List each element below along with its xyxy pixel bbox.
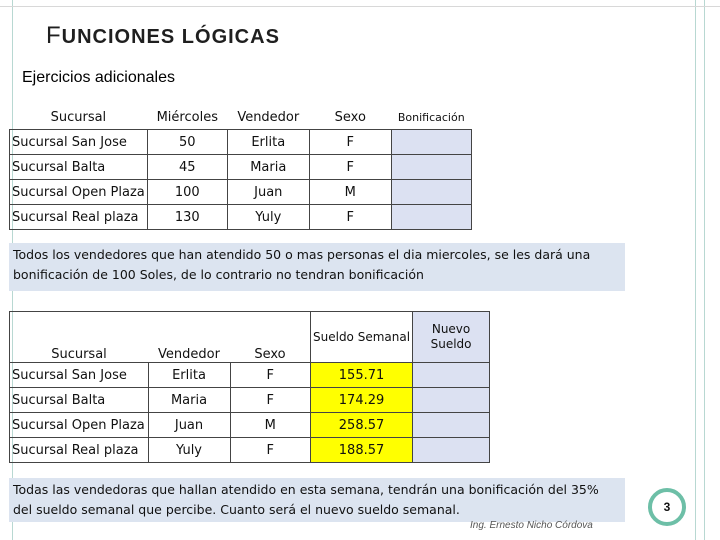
cell-sueldo: 188.57 [311, 438, 413, 463]
cell-vendedor: Yuly [227, 205, 309, 230]
page-title [46, 22, 280, 50]
cell-sexo: F [230, 438, 311, 463]
cell-sucursal: Sucursal Balta [10, 388, 149, 413]
cell-nuevo-sueldo[interactable] [413, 438, 490, 463]
cell-sexo: M [230, 413, 311, 438]
cell-sueldo: 174.29 [311, 388, 413, 413]
cell-sucursal: Sucursal San Jose [10, 130, 148, 155]
header-vendedor [148, 312, 230, 363]
table-row [10, 438, 490, 463]
cell-bonificacion[interactable] [391, 180, 471, 205]
bonus-table [9, 105, 472, 230]
table-row [10, 413, 490, 438]
header-vendedor-text: Vendedor [158, 347, 220, 362]
header-sueldo-semanal: Sueldo Semanal [311, 312, 413, 363]
header-miercoles: Miércoles [156, 109, 218, 125]
cell-miercoles: 50 [147, 130, 227, 155]
cell-nuevo-sueldo[interactable] [413, 388, 490, 413]
cell-vendedor: Maria [227, 155, 309, 180]
cell-nuevo-sueldo[interactable] [413, 413, 490, 438]
cell-sucursal: Sucursal Open Plaza [10, 413, 149, 438]
table-row [10, 130, 472, 155]
header-sexo: Sexo [334, 109, 366, 125]
cell-sexo: F [309, 205, 391, 230]
cell-miercoles: 100 [147, 180, 227, 205]
cell-sucursal: Sucursal San Jose [10, 363, 149, 388]
cell-bonificacion[interactable] [391, 130, 471, 155]
header-nuevo-sueldo: Nuevo Sueldo [413, 312, 490, 363]
table-row [10, 155, 472, 180]
header-sucursal [10, 312, 149, 363]
cell-bonificacion[interactable] [391, 205, 471, 230]
table-row [10, 180, 472, 205]
header-bonificacion: Bonificación [397, 110, 465, 124]
instruction-note-1: Todos los vendedores que han atendido 50 o mas personas el dia miercoles, se les dará una bonificación de 100 Soles, de lo contrario no tendran bonificación [9, 243, 625, 291]
salary-table [9, 311, 490, 463]
header-sexo [230, 312, 311, 363]
header-sucursal-text: Sucursal [51, 347, 107, 362]
frame-line-right-inner [695, 0, 696, 540]
cell-vendedor: Maria [148, 388, 230, 413]
cell-bonificacion[interactable] [391, 155, 471, 180]
cell-sexo: F [309, 130, 391, 155]
cell-vendedor: Erlita [148, 363, 230, 388]
cell-sueldo: 155.71 [311, 363, 413, 388]
cell-vendedor: Yuly [148, 438, 230, 463]
table-row [10, 205, 472, 230]
cell-sucursal: Sucursal Open Plaza [10, 180, 148, 205]
frame-line-top [0, 6, 720, 7]
cell-sexo: F [230, 388, 311, 413]
cell-vendedor: Juan [148, 413, 230, 438]
cell-vendedor: Juan [227, 180, 309, 205]
table-header-row [10, 105, 472, 130]
page-number-badge: 3 [648, 488, 686, 526]
cell-sexo: F [230, 363, 311, 388]
cell-sucursal: Sucursal Balta [10, 155, 148, 180]
header-sucursal: Sucursal [50, 109, 107, 125]
table-row [10, 363, 490, 388]
title-initial: F [46, 22, 62, 49]
cell-miercoles: 130 [147, 205, 227, 230]
frame-line-right-outer [704, 0, 705, 540]
section-subtitle: Ejercicios adicionales [22, 69, 175, 86]
author-footer: Ing. Ernesto Nicho Córdova [470, 520, 593, 531]
title-rest: UNCIONES LÓGICAS [61, 26, 280, 48]
cell-sucursal: Sucursal Real plaza [10, 205, 148, 230]
cell-sexo: F [309, 155, 391, 180]
cell-sueldo: 258.57 [311, 413, 413, 438]
cell-vendedor: Erlita [227, 130, 309, 155]
cell-sucursal: Sucursal Real plaza [10, 438, 149, 463]
cell-miercoles: 45 [147, 155, 227, 180]
table-row [10, 388, 490, 413]
header-sexo-text: Sexo [254, 347, 286, 362]
header-vendedor: Vendedor [237, 109, 300, 125]
instruction-note-2: Todas las vendedoras que hallan atendido en esta semana, tendrán una bonificación del 35% del sueldo semanal que percibe. Cuanto será el nuevo sueldo semanal. [9, 478, 625, 522]
cell-nuevo-sueldo[interactable] [413, 363, 490, 388]
cell-sexo: M [309, 180, 391, 205]
table-header-row [10, 312, 490, 363]
